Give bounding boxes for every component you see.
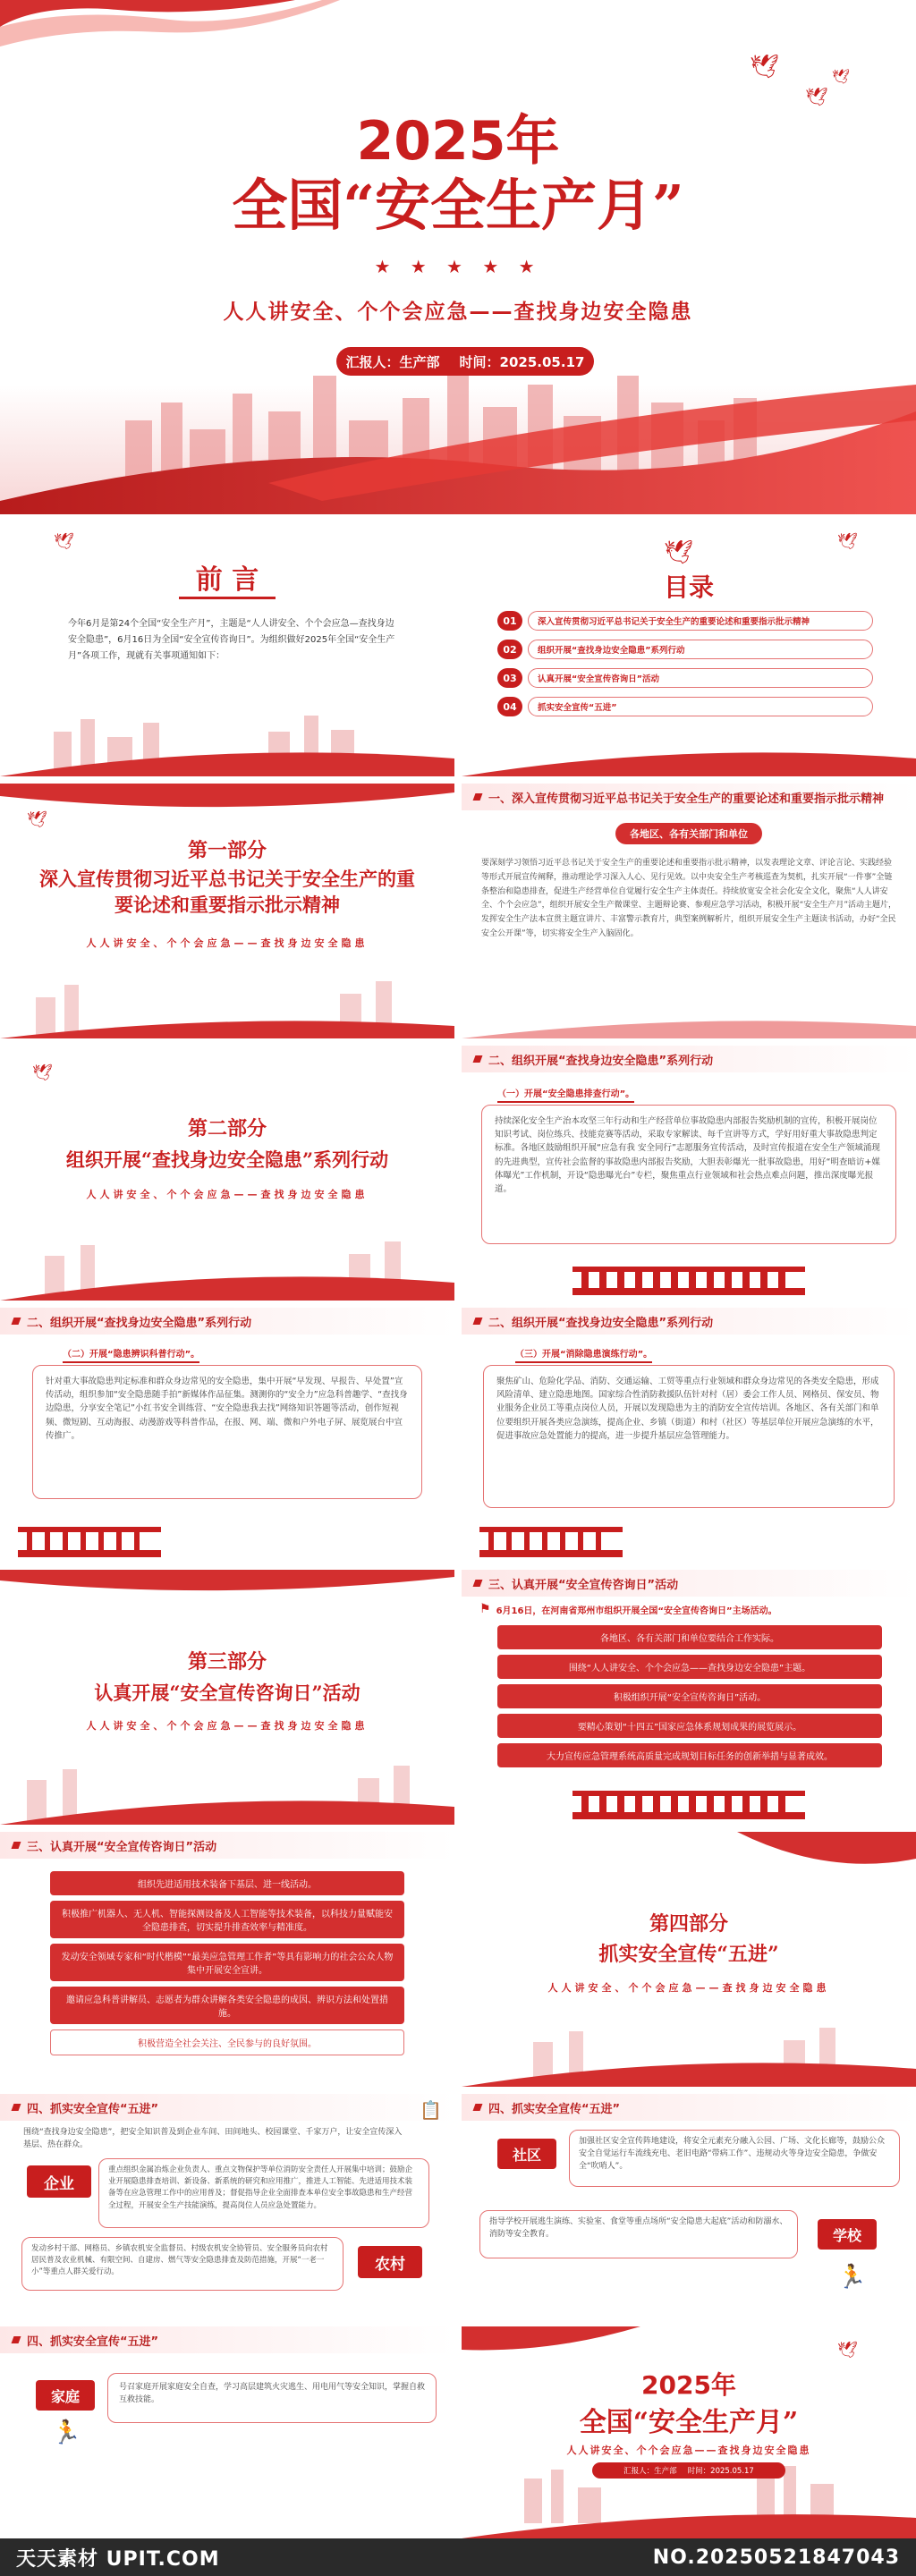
bird-icon: 🕊 [750, 54, 780, 80]
header-mark-icon [473, 1055, 483, 1063]
star-row-icon: ★ ★ ★ ★ ★ [374, 256, 542, 277]
end-title-year: 2025年 [641, 2370, 736, 2400]
s2c-body: 聚焦矿山、危险化学品、消防、交通运输、工贸等重点行业领域和群众身边常见的各类安全隐患，形成风险清单、建立隐患地图。国家综合性消防救援队伍针对村（居）委会工作人员、网格员、保安员、物业服务企业员工等重点岗位人员，开展以发现隐患为主的消防安全宣传培训。各地区、各有关部门和单位要组织开展各类应急演练，提高企业、乡镇（街道）和村（社区）等基层单位开展应急演练的水平，促进事故应急处置能力的提高，进一步提升基层应急管理能力。 [496, 1377, 879, 1441]
section-header-text: 四、抓实安全宣传“五进” [27, 2334, 159, 2349]
s1-wave [462, 1003, 916, 1038]
s2b-card [32, 1365, 422, 1499]
cover-presenter-bar [336, 347, 594, 376]
monument-icon [572, 1265, 805, 1295]
s2b-sub-wrap [63, 1343, 199, 1360]
cover-title-year: 2025年 [356, 110, 560, 173]
s3a-row: 各地区、各有关部门和单位要结合工作实际。 [497, 1625, 882, 1649]
section-header [462, 2094, 916, 2121]
section-header [0, 1832, 454, 1859]
enterprise-tag: 企业 [27, 2165, 91, 2198]
community-body: 加强社区安全宣传阵地建设，将安全元素充分融入公园、广场、文化长廊等，鼓励公众安全自觉运行车流线充电、老旧电路“带病工作”、违规动火等身边安全隐患，争做安全“吹哨人”。 [579, 2137, 886, 2171]
document-icon: 📋 [420, 2099, 442, 2121]
cover-title-main: 全国“安全生产月” [232, 173, 684, 238]
toc-item[interactable] [497, 668, 873, 688]
s2c-sub-wrap [515, 1343, 652, 1360]
enterprise-body: 重点组织金属冶炼企业负责人、重点文物保护等单位消防安全责任人开展集中培训；鼓励企业开展隐患排查培训、新设备、新系统的研究和应用推广，推进人工智能、先进适用技术装备等在应急管理工作中的应用普及；督促指导企业全面排查本单位安全事故隐患和生产经营全过程，开展安全生产技能演练，提高岗位人员应急处置能力。 [108, 2165, 413, 2210]
header-mark-icon [12, 1318, 21, 1325]
end-slide [462, 2326, 916, 2538]
part4-wave-top [737, 1832, 916, 1894]
header-mark-icon [12, 1842, 21, 1849]
part4-title: 抓实安全宣传“五进” [598, 1943, 779, 1966]
cover-slide [0, 0, 916, 514]
part2-skyline [0, 1238, 454, 1301]
section2c-slide [462, 1308, 916, 1563]
toc-text: 认真开展“安全宣传咨询日”活动 [528, 668, 873, 688]
toc-title: 目录 [663, 572, 714, 602]
monument-icon [479, 1521, 623, 1557]
s2c-sub: （三）开展“消除隐患演练行动”。 [515, 1350, 652, 1363]
s3a-row: 围绕“人人讲安全、个个会应急——查找身边安全隐患”主题。 [497, 1655, 882, 1679]
s4a-intro: 围绕“查找身边安全隐患”，把安全知识普及到企业车间、田间地头、校园课堂、千家万户，让安全宣传深入基层、热在群众。 [23, 2128, 403, 2150]
s1-pill-wrap [462, 823, 916, 844]
section-header-text: 二、组织开展“查找身边安全隐患”系列行动 [488, 1054, 714, 1068]
section-header [0, 2326, 454, 2353]
part2-title: 组织开展“查找身边安全隐患”系列行动 [65, 1148, 389, 1171]
section2a-slide [462, 1046, 916, 1301]
presenter-label: 汇报人：生产部 [623, 2467, 677, 2476]
toc-item[interactable] [497, 697, 873, 716]
s3b-row: 积极营造全社会关注、全民参与的良好氛围。 [50, 2029, 404, 2055]
section-header-text: 二、组织开展“查找身边安全隐患”系列行动 [488, 1316, 714, 1330]
part1-skyline [0, 976, 454, 1038]
runner-icon: 🏃 [837, 2264, 867, 2291]
header-mark-icon [12, 2104, 21, 2111]
s2a-body: 持续深化安全生产治本攻坚三年行动和生产经营单位事故隐患内部报告奖励机制的宣传，积极开展岗位知识考试、岗位练兵、技能竞赛等活动，采取专家解读、每千宣讲等方式，学好用好重大事故隐患判定标准。各地区鼓励组织开展“应急有我 安全同行”志愿服务宣传活动，及时宣传报道在安全生产领域涌现的先进典型，宣传社会监督的事故隐患内部报告奖励，大胆表彰爆光一批事故隐患，用好“明查暗访+媒体曝光”工作机制，开设“隐患曝光台”专栏，聚焦重点行业领域和社会热点难点问题，推出深度曝光报道。 [495, 1116, 880, 1194]
part2-label: 第二部分 [187, 1117, 267, 1140]
toc-item[interactable] [497, 640, 873, 659]
section3b-slide [0, 1832, 454, 2087]
section-header [462, 784, 916, 810]
part2-slide [0, 1046, 454, 1301]
school-tag: 学校 [818, 2219, 877, 2250]
part3-label: 第三部分 [187, 1650, 267, 1674]
section-header [462, 1308, 916, 1335]
family-card [107, 2373, 437, 2423]
section-header [462, 1046, 916, 1072]
part3-wave-top [0, 1570, 454, 1606]
village-body: 发动乡村干部、网格员、乡镇农机安全监督员、村级农机安全协管员、安全服务员向农村居民普及农业机械、有限空间、自建房、燃气等安全隐患排查及防范措施，开展“一老一小”等重点人群关爱行动。 [31, 2244, 328, 2277]
s2c-card [483, 1365, 895, 1508]
preface-title: 前 言 [195, 564, 259, 596]
part4-label: 第四部分 [649, 1912, 728, 1936]
s2b-sub: （二）开展“隐患辨识科普行动”。 [63, 1350, 199, 1363]
monument-icon [572, 1789, 805, 1819]
section2b-slide [0, 1308, 454, 1563]
s3a-row: 要精心策划“十四五”国家应急体系规划成果的展览展示。 [497, 1714, 882, 1738]
part1-slide [0, 784, 454, 1038]
section-header-text: 一、深入宣传贯彻习近平总书记关于安全生产的重要论述和重要指示批示精神 [488, 792, 885, 806]
dove-icon: 🕊 [664, 539, 694, 566]
part3-skyline [0, 1762, 454, 1825]
part1-label: 第一部分 [187, 839, 267, 862]
watermark-left: 天天素材 UPIT.COM [16, 2547, 220, 2571]
s3b-rows [50, 1871, 404, 2061]
header-mark-icon [473, 1580, 483, 1587]
section-header-text: 四、抓实安全宣传“五进” [488, 2102, 621, 2116]
watermark-right: NO.20250521847043 [652, 2546, 900, 2569]
school-body: 指导学校开展逃生演练、实验室、食堂等重点场所“安全隐患大起底”活动和防溺水、消防等安全教育。 [489, 2217, 788, 2239]
section4b-slide [462, 2094, 916, 2319]
part3-slide [0, 1570, 454, 1825]
s3a-rows [497, 1625, 882, 1773]
s3b-row: 邀请应急科普讲解员、志愿者为群众讲解各类安全隐患的成因、辨识方法和处置措施。 [50, 1987, 404, 2024]
toc-number: 03 [497, 668, 522, 688]
bird-icon: 🕊 [837, 532, 858, 551]
toc-number: 04 [497, 697, 522, 716]
part1-title: 深入宣传贯彻习近平总书记关于安全生产的重要论述和重要指示批示精神 [39, 868, 415, 917]
s3a-row: 大力宣传应急管理系统高质量完成规划目标任务的创新举措与显著成效。 [497, 1743, 882, 1767]
end-title-main: 全国“安全生产月” [579, 2407, 799, 2438]
s2a-sub-wrap [497, 1083, 634, 1100]
toc-number: 02 [497, 640, 522, 659]
section-header-text: 二、组织开展“查找身边安全隐患”系列行动 [27, 1316, 252, 1330]
bird-icon: 🕊 [54, 532, 74, 551]
toc-text: 抓实安全宣传“五进” [528, 697, 873, 716]
part1-wave-top [0, 784, 454, 837]
header-mark-icon [473, 1318, 483, 1325]
part4-skyline [462, 2024, 916, 2087]
bird-icon: 🕊 [832, 68, 851, 85]
section-header [462, 1570, 916, 1597]
s1-body: 要深刻学习领悟习近平总书记关于安全生产的重要论述和重要指示批示精神，以发表理论文章、评论言论、实践经验等形式开展宣传阐释，推动理论学习深入人心、见行见效。以中央安全生产考核巡查为契机，扎实开展“一件事”全链条整治和隐患排查，促进生产经营单位自觉履行安全生产主体责任。持续放宽安全社会化安全文化，聚焦“人人讲安全、个个会应急”，组织开展安全生产微课堂、主题辩论赛、参观应急学习活动，积极开展“安全生产月”活动主题片，发挥安全生产法本宣贯主题宣讲片、丰富警示教育片，典型案例解析片，组织开展安全生产主题读书活动，办好“全民安全公开课”等，切实将安全生产入脑固化。 [481, 859, 896, 938]
village-tag: 农村 [358, 2246, 422, 2278]
section4c-slide [0, 2326, 454, 2538]
family-body: 号召家庭开展家庭安全自查，学习高层建筑火灾逃生、用电用气等安全知识，掌握自救互救技能。 [119, 2383, 426, 2405]
preface-body: 今年6月是第24个全国“安全生产月”，主题是“人人讲安全、个个会应急—查找身边安全隐患”，6月16日为全国“安全宣传咨询日”。为组织做好2025年全国“安全生产月”各项工作，现就有关事项通知如下： [68, 619, 395, 661]
part3-slogan: 人人讲安全、个个会应急——查找身边安全隐患 [86, 1720, 369, 1732]
title-underline [179, 597, 276, 599]
s3b-row: 组织先进适用技术装备下基层、进一线活动。 [50, 1871, 404, 1895]
s3b-row: 积极推广机器人、无人机、智能探测设备及人工智能等技术装备，以科技力量赋能安全隐患排查，切实提升排查效率与精准度。 [50, 1901, 404, 1938]
family-tag: 家庭 [36, 2380, 95, 2411]
toc-number: 01 [497, 611, 522, 631]
section-header-text: 三、认真开展“安全宣传咨询日”活动 [488, 1578, 679, 1592]
section4a-slide [0, 2094, 454, 2319]
s3a-row: 积极组织开展“安全宣传咨询日”活动。 [497, 1684, 882, 1708]
presenter-label: 汇报人：生产部 [345, 353, 440, 370]
bird-icon: 🕊 [837, 2341, 858, 2360]
s2a-sub: （一）开展“安全隐患排查行动”。 [497, 1089, 634, 1103]
end-subtitle: 人人讲安全、个个会应急——查找身边安全隐患 [566, 2445, 811, 2456]
village-card [21, 2237, 344, 2291]
toc-text: 深入宣传贯彻习近平总书记关于安全生产的重要论述和重要指示批示精神 [528, 611, 873, 631]
toc-wave [462, 723, 916, 776]
toc-slide [462, 521, 916, 776]
header-mark-icon [12, 2336, 21, 2343]
s2a-card [481, 1105, 896, 1244]
community-card [569, 2130, 900, 2187]
part1-slogan: 人人讲安全、个个会应急——查找身边安全隐患 [86, 937, 369, 949]
section-header [0, 1308, 454, 1335]
enterprise-card [98, 2158, 429, 2228]
watermark-bar [0, 2538, 916, 2576]
header-mark-icon [473, 2104, 483, 2111]
part2-slogan: 人人讲安全、个个会应急——查找身边安全隐患 [86, 1189, 369, 1200]
s3a-lead-wrap [479, 1602, 777, 1616]
cover-subtitle: 人人讲安全、个个会应急——查找身边安全隐患 [223, 301, 693, 324]
section3a-slide [462, 1570, 916, 1825]
time-label: 时间：2025.05.17 [687, 2467, 754, 2476]
s3b-row: 发动安全领域专家和“时代楷模”“最美应急管理工作者”等具有影响力的社会公众人物集中开展安全宣讲。 [50, 1944, 404, 1981]
runner-icon: 🏃 [52, 2419, 81, 2446]
bird-icon: 🕊 [32, 1063, 53, 1082]
s1-pill: 各地区、各有关部门和单位 [615, 823, 762, 844]
flag-icon: ⚑ [479, 1602, 491, 1616]
monument-icon [18, 1521, 161, 1557]
part4-slide [462, 1832, 916, 2087]
preface-slide [0, 521, 454, 776]
community-tag: 社区 [497, 2139, 556, 2169]
section1-content-slide [462, 784, 916, 1038]
part4-slogan: 人人讲安全、个个会应急——查找身边安全隐患 [547, 1982, 830, 1994]
section-header-text: 三、认真开展“安全宣传咨询日”活动 [27, 1840, 217, 1854]
section-header-text: 四、抓实安全宣传“五进” [27, 2102, 159, 2116]
end-presenter-bar [592, 2462, 785, 2479]
bird-icon: 🕊 [27, 810, 47, 829]
bird-icon: 🕊 [805, 86, 828, 107]
toc-list [497, 611, 873, 725]
header-mark-icon [473, 793, 483, 801]
s3a-lead: 6月16日，在河南省郑州市组织开展全国“安全宣传咨询日”主场活动。 [496, 1606, 777, 1616]
school-card [479, 2210, 798, 2258]
part3-title: 认真开展“安全宣传咨询日”活动 [94, 1682, 360, 1704]
s2b-body: 针对重大事故隐患判定标准和群众身边常见的安全隐患，集中开展“早发现、早报告、早处置”宣传活动，组织参加“安全隐患随手拍”新媒体作品征集。测测你的“安全力”应急科普趣学、“查找身边隐患，分享安全笔记”小红书安全训练营、“安全隐患我去找”网络知识答题等活动，创作短视频、微短剧、互动海报、动漫游戏等科普作品，在报、网、端、微和户外电子屏、展览展台中宣传推广。 [46, 1377, 408, 1441]
section-header [0, 2094, 454, 2121]
toc-text: 组织开展“查找身边安全隐患”系列行动 [528, 640, 873, 659]
preface-skyline [0, 705, 454, 776]
toc-item[interactable] [497, 611, 873, 631]
time-label: 时间：2025.05.17 [459, 353, 585, 370]
